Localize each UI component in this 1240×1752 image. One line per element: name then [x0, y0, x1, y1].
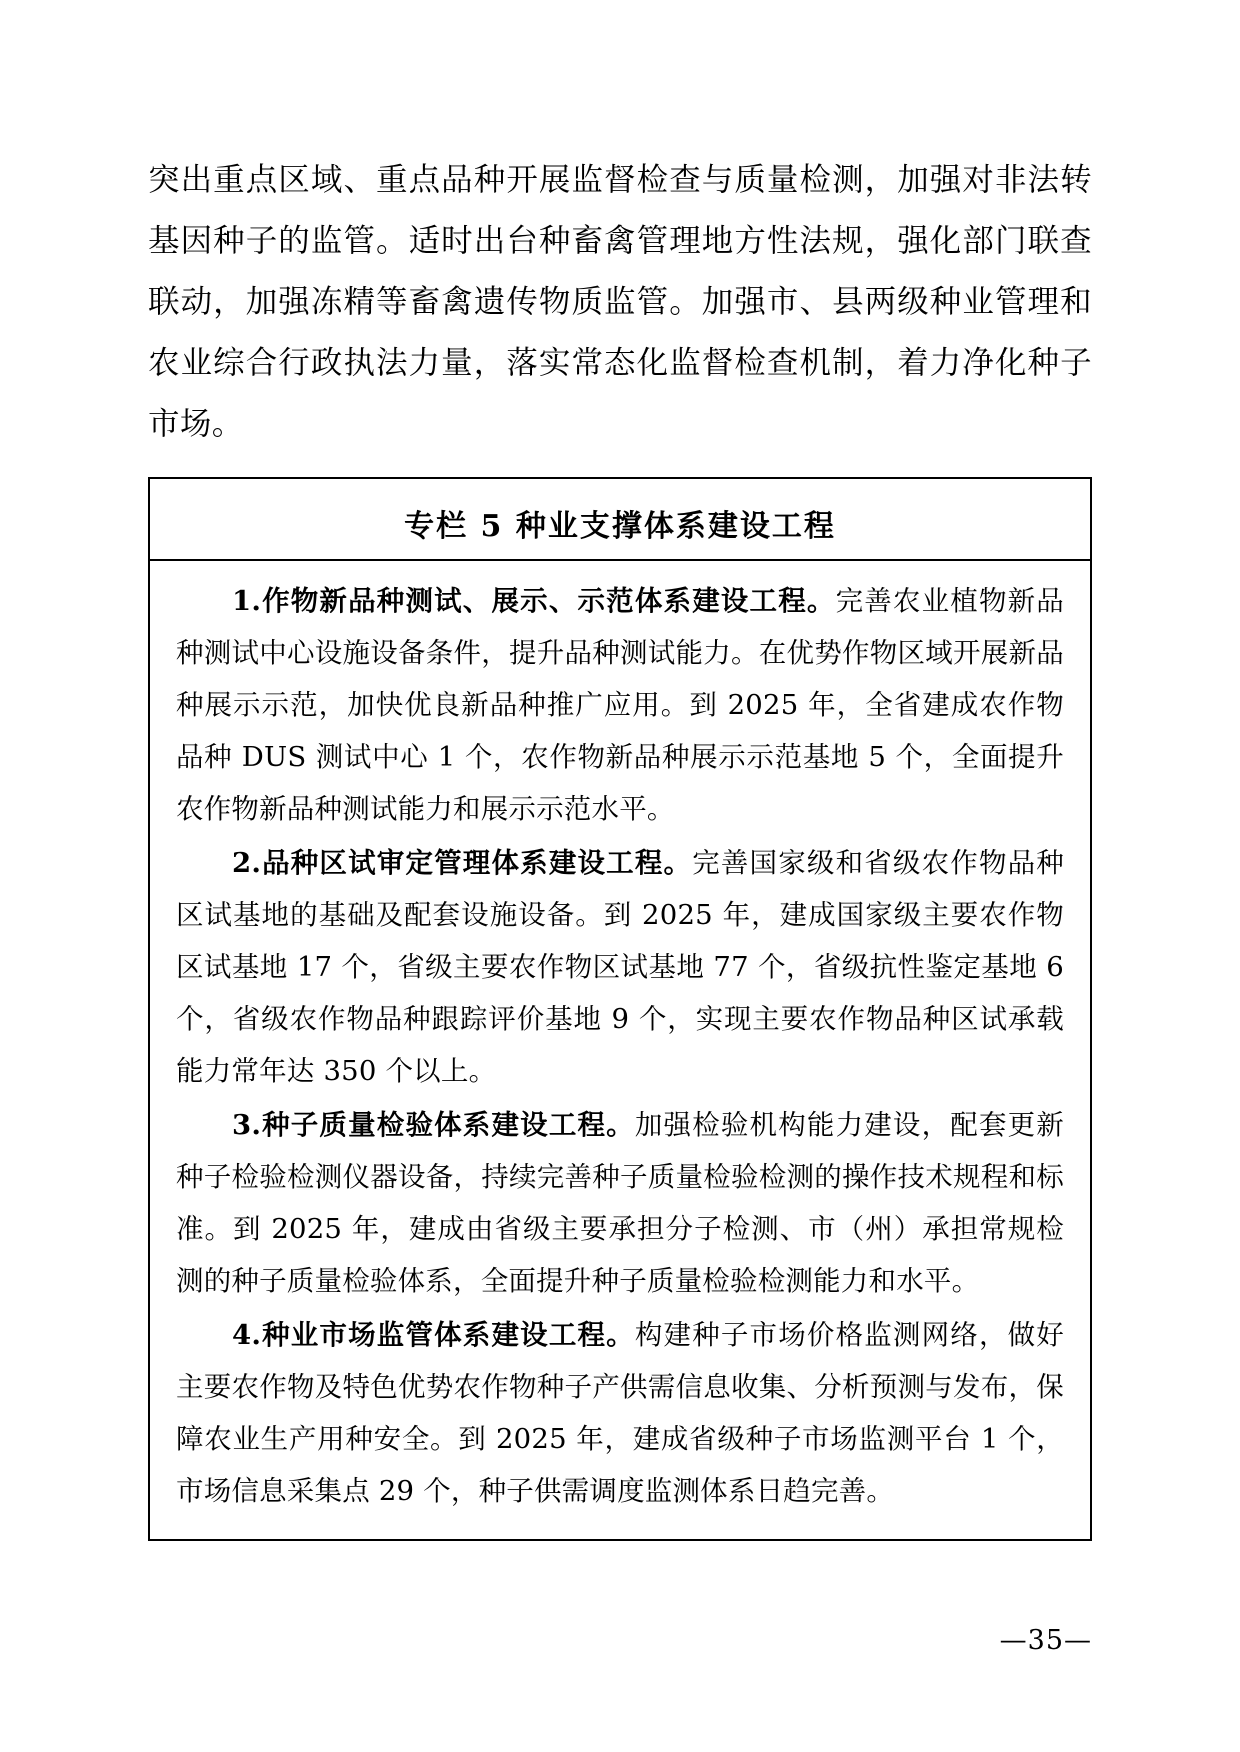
box-item-4	[176, 1309, 1064, 1517]
feature-box-body	[150, 561, 1090, 1539]
box-item-2-body: 完善国家级和省级农作物品种区试基地的基础及配套设施设备。到 2025 年，建成国家级主要农作物区试基地 17 个，省级主要农作物区试基地 77 个，省级抗性鉴定基地 6 个，省级农作物品种跟踪评价基地 9 个，实现主要农作物品种区试承载能力常年达 350 个以上。	[176, 847, 1064, 1087]
box-item-4-body: 构建种子市场价格监测网络，做好主要农作物及特色优势农作物种子产供需信息收集、分析预测与发布，保障农业生产用种安全。到 2025 年，建成省级种子市场监测平台 1 个，市场信息采集点 29 个，种子供需调度监测体系日趋完善。	[176, 1319, 1064, 1507]
box-item-1-body: 完善农业植物新品种测试中心设施设备条件，提升品种测试能力。在优势作物区域开展新品种展示示范，加快优良新品种推广应用。到 2025 年，全省建成农作物品种 DUS 测试中心 1 个，农作物新品种展示示范基地 5 个，全面提升农作物新品种测试能力和展示示范水平。	[176, 585, 1064, 825]
box-item-1-heading: 1.作物新品种测试、展示、示范体系建设工程。	[232, 585, 836, 617]
box-item-3-heading: 3.种子质量检验体系建设工程。	[232, 1109, 635, 1141]
intro-paragraph: 突出重点区域、重点品种开展监督检查与质量检测，加强对非法转基因种子的监管。适时出台种畜禽管理地方性法规，强化部门联查联动，加强冻精等畜禽遗传物质监管。加强市、县两级种业管理和农业综合行政执法力量，落实常态化监督检查机制，着力净化种子市场。	[148, 162, 1092, 442]
box-item-4-heading: 4.种业市场监管体系建设工程。	[232, 1319, 635, 1351]
feature-box-title: 专栏 5 种业支撑体系建设工程	[150, 479, 1090, 561]
box-item-2-heading: 2.品种区试审定管理体系建设工程。	[232, 847, 693, 879]
box-item-1	[176, 575, 1064, 835]
box-item-2	[176, 837, 1064, 1097]
box-item-3-body: 加强检验机构能力建设，配套更新种子检验检测仪器设备，持续完善种子质量检验检测的操作技术规程和标准。到 2025 年，建成由省级主要承担分子检测、市（州）承担常规检测的种子质量检验体系，全面提升种子质量检验检测能力和水平。	[176, 1109, 1064, 1297]
feature-box	[148, 477, 1092, 1541]
page-number: —35—	[999, 1625, 1092, 1656]
box-item-3	[176, 1099, 1064, 1307]
